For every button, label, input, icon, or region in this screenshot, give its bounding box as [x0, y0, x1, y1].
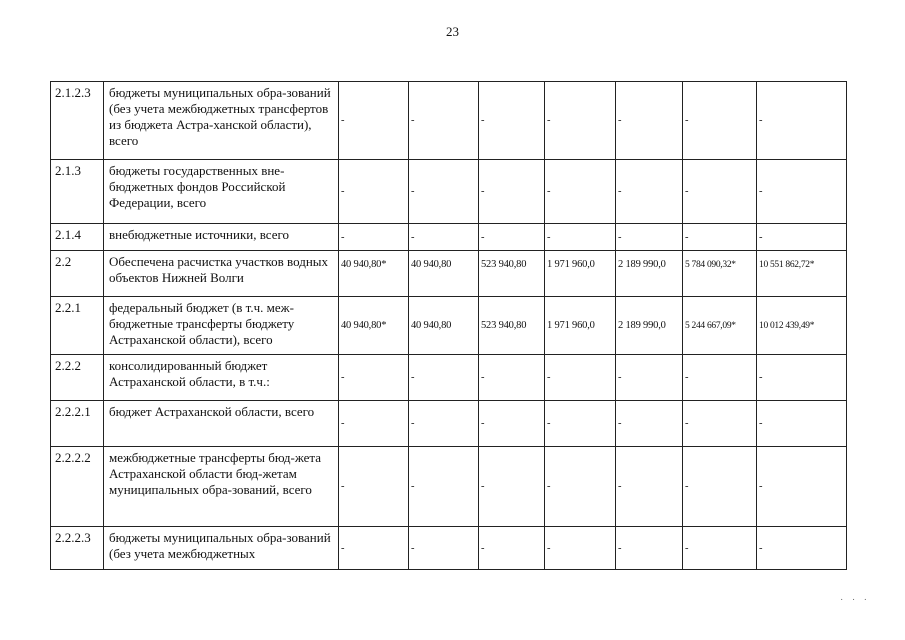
row-code: 2.1.2.3 [51, 82, 104, 160]
value-cell: - [409, 447, 479, 527]
value-cell: - [683, 527, 757, 570]
value-cell: - [616, 447, 683, 527]
value-cell: - [757, 447, 847, 527]
table-row [51, 355, 847, 401]
value-cell: - [683, 355, 757, 401]
value-cell: - [339, 527, 409, 570]
value-cell: - [545, 401, 616, 447]
table-row [51, 527, 847, 570]
value-cell: - [757, 82, 847, 160]
value-cell: - [545, 355, 616, 401]
value-cell: - [409, 82, 479, 160]
value-cell: 2 189 990,0 [616, 297, 683, 355]
value-cell: - [616, 527, 683, 570]
value-cell: 5 784 090,32* [683, 251, 757, 297]
row-code: 2.1.3 [51, 160, 104, 224]
value-cell: - [545, 447, 616, 527]
value-cell: 2 189 990,0 [616, 251, 683, 297]
value-cell: 5 244 667,09* [683, 297, 757, 355]
value-cell: - [545, 224, 616, 251]
row-code: 2.2.2.2 [51, 447, 104, 527]
table-row [51, 224, 847, 251]
value-cell: - [409, 355, 479, 401]
value-cell: - [683, 82, 757, 160]
row-code: 2.2.2 [51, 355, 104, 401]
row-name: бюджеты муниципальных обра-зований (без учета межбюджетных трансфертов из бюджета Астра-ханской области), всего [104, 82, 339, 160]
value-cell: 1 971 960,0 [545, 297, 616, 355]
value-cell: - [757, 401, 847, 447]
row-code: 2.2.2.1 [51, 401, 104, 447]
table-row [51, 82, 847, 160]
value-cell: - [616, 401, 683, 447]
value-cell: - [683, 401, 757, 447]
value-cell: 523 940,80 [479, 297, 545, 355]
row-name: федеральный бюджет (в т.ч. меж-бюджетные трансферты бюджету Астраханской области), всего [104, 297, 339, 355]
value-cell: - [616, 224, 683, 251]
table-row [51, 251, 847, 297]
value-cell: - [479, 224, 545, 251]
value-cell: 10 012 439,49* [757, 297, 847, 355]
value-cell: - [339, 355, 409, 401]
value-cell: - [479, 401, 545, 447]
row-code: 2.2.1 [51, 297, 104, 355]
value-cell: - [757, 527, 847, 570]
value-cell: 1 971 960,0 [545, 251, 616, 297]
value-cell: 523 940,80 [479, 251, 545, 297]
table-row [51, 297, 847, 355]
scan-marks: ˙ ˙ ˙ [840, 598, 870, 609]
value-cell: - [757, 160, 847, 224]
row-name: бюджет Астраханской области, всего [104, 401, 339, 447]
value-cell: - [683, 224, 757, 251]
table-row [51, 160, 847, 224]
table-row [51, 401, 847, 447]
value-cell: - [616, 355, 683, 401]
value-cell: - [479, 160, 545, 224]
table-row [51, 447, 847, 527]
row-name: консолидированный бюджет Астраханской области, в т.ч.: [104, 355, 339, 401]
value-cell: - [409, 401, 479, 447]
value-cell: - [339, 224, 409, 251]
value-cell: - [339, 82, 409, 160]
value-cell: - [616, 160, 683, 224]
row-name: Обеспечена расчистка участков водных объектов Нижней Волги [104, 251, 339, 297]
value-cell: - [545, 527, 616, 570]
value-cell: - [409, 527, 479, 570]
value-cell: - [409, 224, 479, 251]
value-cell: - [757, 355, 847, 401]
row-name: бюджеты государственных вне-бюджетных фондов Российской Федерации, всего [104, 160, 339, 224]
value-cell: - [339, 447, 409, 527]
value-cell: - [616, 82, 683, 160]
budget-table [50, 81, 847, 570]
value-cell: - [479, 527, 545, 570]
value-cell: - [479, 82, 545, 160]
row-name: межбюджетные трансферты бюд-жета Астраханской области бюд-жетам муниципальных обра-зований, всего [104, 447, 339, 527]
value-cell: - [545, 82, 616, 160]
row-code: 2.1.4 [51, 224, 104, 251]
value-cell: - [757, 224, 847, 251]
value-cell: 40 940,80* [339, 251, 409, 297]
row-code: 2.2 [51, 251, 104, 297]
page-number: 23 [446, 24, 459, 39]
value-cell: - [683, 160, 757, 224]
value-cell: 10 551 862,72* [757, 251, 847, 297]
value-cell: 40 940,80* [339, 297, 409, 355]
row-code: 2.2.2.3 [51, 527, 104, 570]
value-cell: - [479, 447, 545, 527]
value-cell: - [339, 401, 409, 447]
row-name: бюджеты муниципальных обра-зований (без учета межбюджетных [104, 527, 339, 570]
value-cell: 40 940,80 [409, 297, 479, 355]
value-cell: - [545, 160, 616, 224]
row-name: внебюджетные источники, всего [104, 224, 339, 251]
value-cell: - [339, 160, 409, 224]
value-cell: - [683, 447, 757, 527]
value-cell: - [409, 160, 479, 224]
value-cell: - [479, 355, 545, 401]
value-cell: 40 940,80 [409, 251, 479, 297]
table-body [51, 82, 847, 570]
